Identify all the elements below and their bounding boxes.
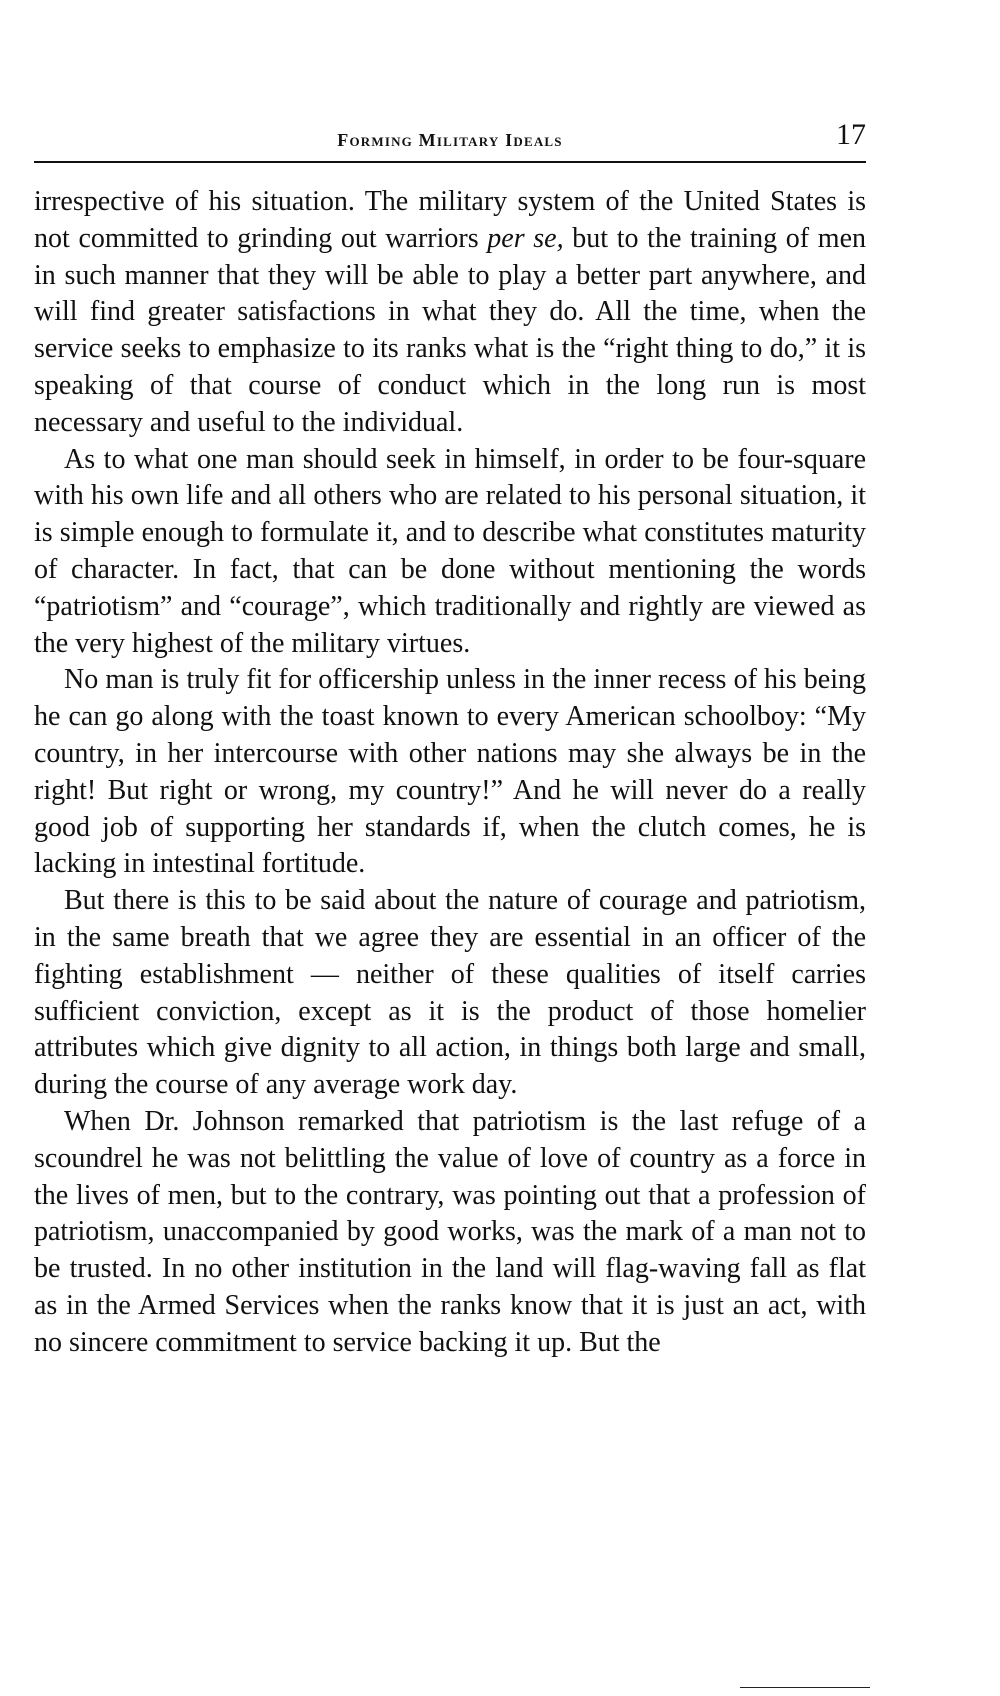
body-text bbox=[34, 184, 866, 1362]
paragraph-4: But there is this to be said about the nature of courage and patriotism, in the same breath that we agree they are essential in an officer of the fighting establishment — neither of these qualities of itself carries sufficient conviction, except as it is the product of those homelier attributes which give dignity to all action, in things both large and small, during the course of any average work day. bbox=[34, 885, 866, 1101]
page-number: 17 bbox=[836, 118, 866, 151]
footer-rule bbox=[740, 1687, 870, 1688]
header-rule bbox=[34, 161, 866, 163]
paragraph-1-italic-phrase: per se, bbox=[487, 222, 564, 254]
paragraph-5: When Dr. Johnson remarked that patriotism is the last refuge of a scoundrel he was not belittling the value of love of country as a force in the lives of men, but to the contrary, was pointing out that a profession of patriotism, unaccompanied by good works, was the mark of a man not to be trusted. In no other institution in the land will flag-waving fall as flat as in the Armed Services when the ranks know that it is just an act, with no sincere commitment to service backing it up. But the bbox=[34, 1105, 866, 1358]
paragraph-1-end: but to the training of men in such manner that they will be able to play a better part anywhere, and will find greater satisfactions in what they do. All the time, when the service seeks to emphasize to its ranks what is the “right thing to do,” it is speaking of that course of conduct which in the long run is most necessary and useful to the individual. bbox=[34, 222, 866, 438]
running-title: Forming Military Ideals bbox=[337, 130, 563, 150]
running-head bbox=[34, 118, 866, 162]
paragraph-3: No man is truly fit for officership unless in the inner recess of his being he can go along with the toast known to every American schoolboy: “My country, in her intercourse with other nations may she always be in the right! But right or wrong, my country!” And he will never do a really good job of supporting her standards if, when the clutch comes, he is lacking in intestinal fortitude. bbox=[34, 664, 866, 880]
paragraph-2: As to what one man should seek in himself, in order to be four-square with his own life and all others who are related to his personal situation, it is simple enough to formulate it, and to describe what constitutes maturity of character. In fact, that can be done without mentioning the words “patriotism” and “courage”, which traditionally and rightly are viewed as the very highest of the military virtues. bbox=[34, 443, 866, 659]
paragraph-1-start: irrespective of his situation. The military system of the United States is not committed to grinding out warriors bbox=[34, 186, 866, 254]
paragraph-1 bbox=[34, 184, 866, 442]
